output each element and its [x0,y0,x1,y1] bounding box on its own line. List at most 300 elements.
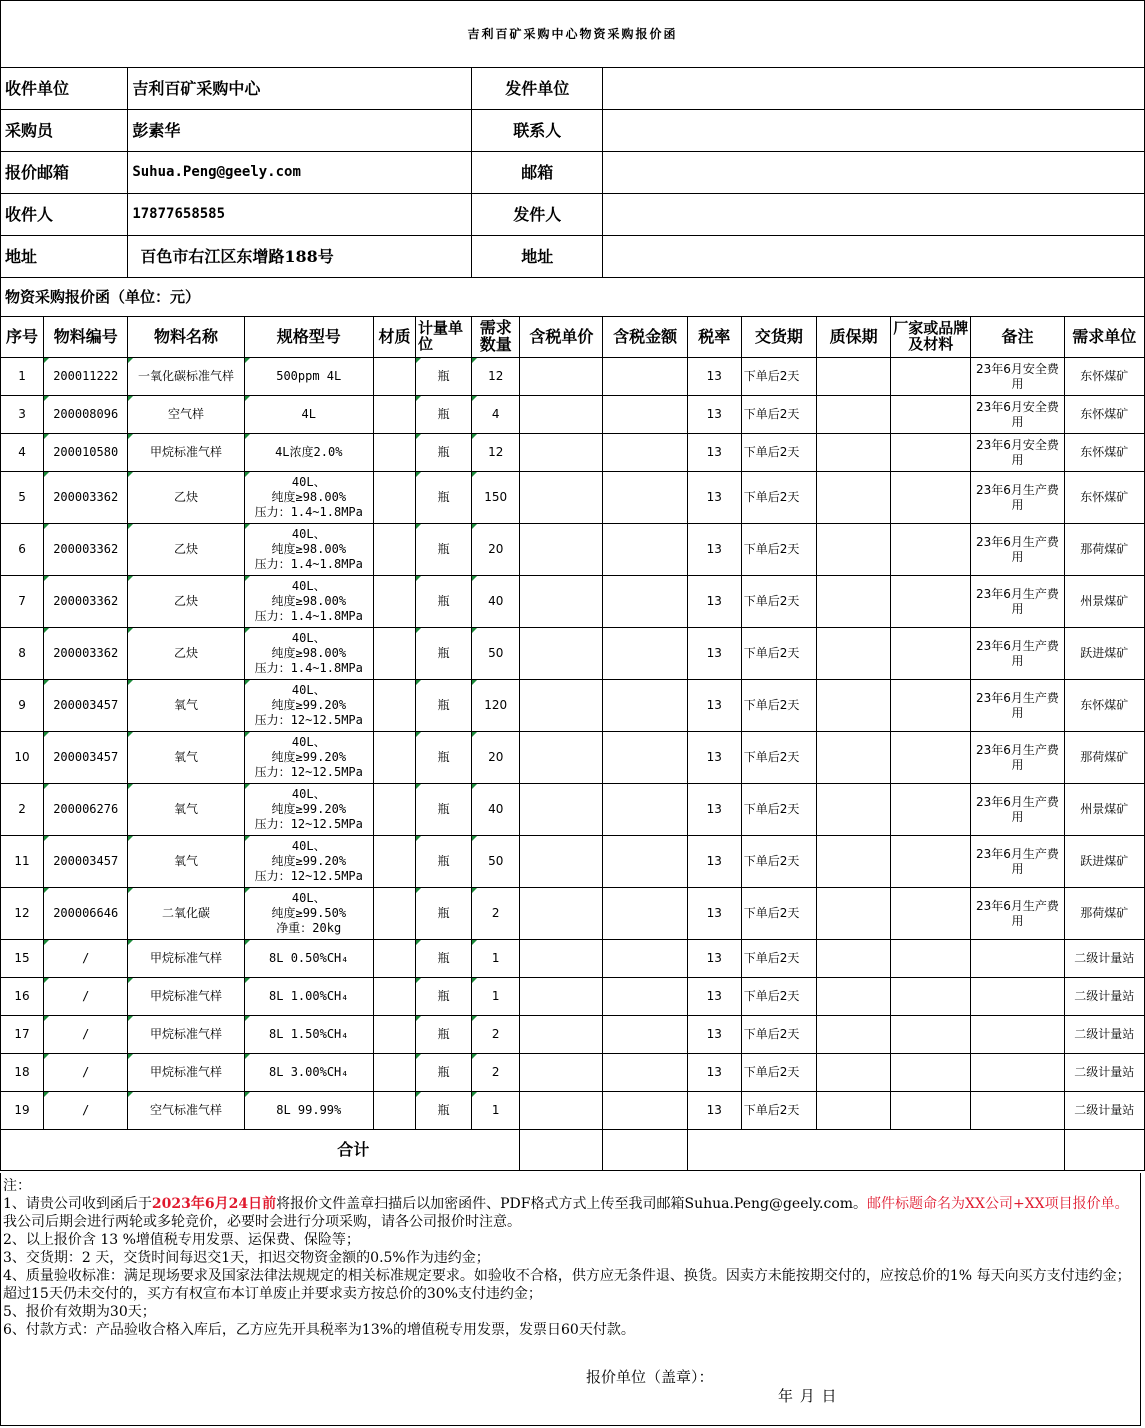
cell-qty: 20 [472,732,520,784]
table-row [1,1054,1145,1092]
spec-line: 纯度≥98.00% [271,594,347,608]
table-row [1,358,1145,396]
total-amount[interactable] [603,1130,687,1171]
cell-note: 23年6月生产费用 [971,784,1064,836]
send-unit-label: 发件单位 [472,68,603,110]
total-label: 合计 [1,1130,520,1171]
spec-line: 纯度≥98.00% [271,646,347,660]
cell-tax-rate: 13 [687,836,741,888]
cell-code: 200011222 [44,358,128,396]
cell-tax-rate: 13 [687,1016,741,1054]
spec-line: 8L 1.00%CH₄ [269,989,349,1003]
cell-unit: 瓶 [416,888,472,940]
cell-code: / [44,1092,128,1130]
notes-block [0,1173,1141,1426]
table-header-row [1,317,1145,358]
cell-qty: 1 [472,1092,520,1130]
spec-line: 纯度≥98.00% [271,542,347,556]
cell-unit: 瓶 [416,358,472,396]
cell-code: 200008096 [44,396,128,434]
cell-unit-price[interactable] [520,576,603,628]
cell-code: / [44,1016,128,1054]
cell-material[interactable] [373,1092,415,1130]
cell-no: 1 [1,358,44,396]
cell-unit-price[interactable] [520,680,603,732]
cell-amount[interactable] [603,680,687,732]
cell-unit: 瓶 [416,524,472,576]
table-row [1,628,1145,680]
cell-material[interactable] [373,940,415,978]
cell-brand[interactable] [891,1054,971,1092]
cell-delivery: 下单后2天 [741,732,816,784]
cell-brand[interactable] [891,358,971,396]
spec-line: 40L、 [291,475,326,489]
cell-dept: 二级计量站 [1064,1092,1144,1130]
cell-warranty[interactable] [816,472,890,524]
cell-name: 甲烷标准气样 [128,978,244,1016]
cell-unit: 瓶 [416,576,472,628]
table-row [1,524,1145,576]
cell-amount[interactable] [603,524,687,576]
cell-spec [244,434,373,472]
cell-note: 23年6月安全费用 [971,396,1064,434]
cell-warranty[interactable] [816,628,890,680]
sender-value[interactable] [603,194,1145,236]
cell-no: 16 [1,978,44,1016]
cell-delivery: 下单后2天 [741,628,816,680]
table-row [1,576,1145,628]
spec-line: 纯度≥99.20% [271,802,347,816]
table-row [1,940,1145,978]
cell-name: 甲烷标准气样 [128,434,244,472]
cell-code: 200003457 [44,680,128,732]
cell-unit-price[interactable] [520,628,603,680]
buyer-value[interactable]: 彭素华 [128,110,472,152]
address-value[interactable]: 百色市右江区东增路188号 [128,236,472,278]
cell-material[interactable] [373,888,415,940]
cell-qty: 2 [472,888,520,940]
cell-note [971,1016,1064,1054]
cell-dept: 二级计量站 [1064,940,1144,978]
cell-material[interactable] [373,732,415,784]
cell-name: 一氧化碳标准气样 [128,358,244,396]
cell-warranty[interactable] [816,434,890,472]
cell-tax-rate: 13 [687,732,741,784]
cell-tax-rate: 13 [687,628,741,680]
spec-line: 纯度≥99.20% [271,698,347,712]
cell-spec [244,732,373,784]
cell-material[interactable] [373,628,415,680]
cell-note: 23年6月生产费用 [971,836,1064,888]
spec-line: 压力：12~12.5MPa [254,869,363,883]
cell-brand[interactable] [891,396,971,434]
cell-no: 18 [1,1054,44,1092]
cell-dept: 那荷煤矿 [1064,524,1144,576]
cell-amount[interactable] [603,978,687,1016]
cell-delivery: 下单后2天 [741,1092,816,1130]
cell-delivery: 下单后2天 [741,472,816,524]
cell-name: 二氧化碳 [128,888,244,940]
cell-spec [244,524,373,576]
cell-delivery: 下单后2天 [741,524,816,576]
cell-brand[interactable] [891,978,971,1016]
table-row [1,888,1145,940]
cell-tax-rate: 13 [687,358,741,396]
cell-no: 12 [1,888,44,940]
cell-unit-price[interactable] [520,1092,603,1130]
cell-warranty[interactable] [816,680,890,732]
cell-name: 乙炔 [128,576,244,628]
cell-delivery: 下单后2天 [741,680,816,732]
cell-warranty[interactable] [816,784,890,836]
cell-code: 200006646 [44,888,128,940]
cell-dept: 那荷煤矿 [1064,732,1144,784]
cell-unit: 瓶 [416,1016,472,1054]
cell-qty: 120 [472,680,520,732]
cell-brand[interactable] [891,472,971,524]
cell-dept: 东怀煤矿 [1064,396,1144,434]
cell-tax-rate: 13 [687,434,741,472]
cell-amount[interactable] [603,472,687,524]
cell-dept: 二级计量站 [1064,1016,1144,1054]
send-unit-value[interactable] [603,68,1145,110]
cell-warranty[interactable] [816,836,890,888]
quote-email-value[interactable]: Suhua.Peng@geely.com [128,152,472,194]
note-1-a: 1、请贵公司收到函后于 [3,1196,152,1212]
spec-line: 40L、 [291,527,326,541]
recv-unit-value[interactable]: 吉利百矿采购中心 [128,68,472,110]
cell-name: 乙炔 [128,628,244,680]
cell-unit: 瓶 [416,1092,472,1130]
cell-name: 乙炔 [128,524,244,576]
cell-material[interactable] [373,1016,415,1054]
cell-brand[interactable] [891,524,971,576]
cell-material[interactable] [373,680,415,732]
cell-brand[interactable] [891,888,971,940]
header-unit: 计量单位 [416,317,472,358]
page-title: 吉利百矿采购中心物资采购报价函 [1,1,1145,68]
table-row [1,784,1145,836]
cell-dept: 跃进煤矿 [1064,628,1144,680]
cell-note: 23年6月生产费用 [971,472,1064,524]
cell-brand[interactable] [891,434,971,472]
cell-no: 9 [1,680,44,732]
cell-code: / [44,940,128,978]
cell-amount[interactable] [603,732,687,784]
sign-date: 年 月 日 [778,1387,838,1405]
cell-code: 200003457 [44,732,128,784]
cell-spec [244,1054,373,1092]
cell-brand[interactable] [891,576,971,628]
cell-amount[interactable] [603,888,687,940]
cell-material[interactable] [373,1054,415,1092]
cell-spec [244,576,373,628]
cell-qty: 1 [472,978,520,1016]
cell-tax-rate: 13 [687,680,741,732]
spec-line: 净重：20kg [276,921,342,935]
cell-spec [244,628,373,680]
contact-label: 联系人 [472,110,603,152]
cell-delivery: 下单后2天 [741,576,816,628]
cell-note: 23年6月生产费用 [971,628,1064,680]
cell-warranty[interactable] [816,978,890,1016]
cell-no: 7 [1,576,44,628]
cell-delivery: 下单后2天 [741,1016,816,1054]
cell-unit: 瓶 [416,434,472,472]
spec-line: 8L 0.50%CH₄ [269,951,349,965]
cell-unit: 瓶 [416,680,472,732]
cell-delivery: 下单后2天 [741,358,816,396]
cell-code: / [44,1054,128,1092]
cell-qty: 2 [472,1016,520,1054]
note-6: 6、付款方式：产品验收合格入库后，乙方应先开具税率为13%的增值税专用发票，发票日60天付款。 [3,1322,635,1338]
cell-code: 200003362 [44,524,128,576]
cell-unit-price[interactable] [520,1016,603,1054]
notes-head: 注： [3,1178,31,1194]
cell-dept: 东怀煤矿 [1064,358,1144,396]
cell-amount[interactable] [603,784,687,836]
cell-no: 6 [1,524,44,576]
cell-name: 乙炔 [128,472,244,524]
cell-unit: 瓶 [416,1054,472,1092]
cell-name: 甲烷标准气样 [128,1054,244,1092]
receiver-label: 收件人 [1,194,128,236]
cell-code: 200003362 [44,576,128,628]
cell-amount[interactable] [603,940,687,978]
header-dept: 需求单位 [1064,317,1144,358]
cell-tax-rate: 13 [687,978,741,1016]
cell-tax-rate: 13 [687,888,741,940]
cell-code: 200006276 [44,784,128,836]
cell-material[interactable] [373,836,415,888]
cell-delivery: 下单后2天 [741,978,816,1016]
cell-unit-price[interactable] [520,836,603,888]
cell-dept: 东怀煤矿 [1064,472,1144,524]
cell-dept: 东怀煤矿 [1064,680,1144,732]
cell-tax-rate: 13 [687,1054,741,1092]
cell-note [971,1054,1064,1092]
cell-unit: 瓶 [416,940,472,978]
note-3: 3、交货期：2 天，交货时间每迟交1天，扣迟交物资金额的0.5%作为违约金； [3,1250,490,1266]
cell-no: 15 [1,940,44,978]
cell-qty: 40 [472,576,520,628]
cell-spec [244,784,373,836]
cell-note [971,1092,1064,1130]
cell-warranty[interactable] [816,732,890,784]
cell-amount[interactable] [603,628,687,680]
cell-name: 氧气 [128,784,244,836]
cell-amount[interactable] [603,1016,687,1054]
cell-unit-price[interactable] [520,732,603,784]
cell-spec [244,680,373,732]
cell-warranty[interactable] [816,1016,890,1054]
header-no: 序号 [1,317,44,358]
cell-spec [244,396,373,434]
header-brand: 厂家或品牌及材料 [891,317,971,358]
cell-warranty[interactable] [816,576,890,628]
table-row [1,836,1145,888]
note-1-e: 我公司后期会进行两轮或多轮竞价，必要时会进行分项采购，请各公司报价时注意。 [3,1214,521,1230]
spec-line: 40L、 [291,891,326,905]
note-5: 5、报价有效期为30天； [3,1304,156,1320]
receiver-value[interactable]: 17877658585 [128,194,472,236]
cell-brand[interactable] [891,1016,971,1054]
cell-tax-rate: 13 [687,940,741,978]
cell-name: 氧气 [128,680,244,732]
spec-line: 8L 1.50%CH₄ [269,1027,349,1041]
cell-unit-price[interactable] [520,940,603,978]
cell-no: 8 [1,628,44,680]
table-row [1,1016,1145,1054]
spec-line: 500ppm 4L [276,369,342,383]
cell-spec [244,978,373,1016]
cell-tax-rate: 13 [687,396,741,434]
spec-line: 8L 99.99% [276,1103,342,1117]
cell-material[interactable] [373,472,415,524]
contact-value[interactable] [603,110,1145,152]
cell-unit: 瓶 [416,784,472,836]
spec-line: 压力：12~12.5MPa [254,713,363,727]
cell-brand[interactable] [891,940,971,978]
cell-unit-price[interactable] [520,1054,603,1092]
cell-spec [244,888,373,940]
cell-note: 23年6月安全费用 [971,358,1064,396]
total-unit-price[interactable] [520,1130,603,1171]
cell-qty: 2 [472,1054,520,1092]
table-row [1,680,1145,732]
cell-unit-price[interactable] [520,784,603,836]
cell-material[interactable] [373,978,415,1016]
cell-no: 10 [1,732,44,784]
cell-amount[interactable] [603,836,687,888]
address2-value[interactable] [603,236,1145,278]
cell-delivery: 下单后2天 [741,940,816,978]
header-tax-rate: 税率 [687,317,741,358]
cell-unit-price[interactable] [520,978,603,1016]
cell-material[interactable] [373,434,415,472]
cell-material[interactable] [373,576,415,628]
cell-material[interactable] [373,358,415,396]
cell-name: 氧气 [128,732,244,784]
cell-name: 空气样 [128,396,244,434]
spec-line: 40L、 [291,839,326,853]
cell-no: 11 [1,836,44,888]
cell-qty: 50 [472,836,520,888]
table-row [1,978,1145,1016]
cell-spec [244,1092,373,1130]
cell-brand[interactable] [891,680,971,732]
spec-line: 压力：1.4~1.8MPa [254,661,363,675]
cell-dept: 二级计量站 [1064,978,1144,1016]
spec-line: 4L浓度2.0% [275,445,343,459]
cell-dept: 州景煤矿 [1064,576,1144,628]
spec-line: 40L、 [291,631,326,645]
spec-line: 压力：1.4~1.8MPa [254,505,363,519]
cell-amount[interactable] [603,1054,687,1092]
cell-name: 甲烷标准气样 [128,940,244,978]
note-1-subject-rule: 邮件标题命名为XX公司+XX项目报价单。 [867,1196,1129,1212]
cell-delivery: 下单后2天 [741,1054,816,1092]
cell-unit: 瓶 [416,628,472,680]
cell-brand[interactable] [891,732,971,784]
cell-material[interactable] [373,784,415,836]
note-1 [3,1195,1138,1231]
cell-delivery: 下单后2天 [741,434,816,472]
cell-no: 2 [1,784,44,836]
header-spec: 规格型号 [244,317,373,358]
cell-qty: 4 [472,396,520,434]
cell-brand[interactable] [891,628,971,680]
cell-warranty[interactable] [816,1092,890,1130]
cell-amount[interactable] [603,358,687,396]
cell-qty: 20 [472,524,520,576]
cell-qty: 12 [472,358,520,396]
cell-brand[interactable] [891,784,971,836]
cell-unit-price[interactable] [520,472,603,524]
quote-email-label: 报价邮箱 [1,152,128,194]
cell-material[interactable] [373,524,415,576]
total-spacer [687,1130,1064,1171]
cell-amount[interactable] [603,396,687,434]
cell-amount[interactable] [603,576,687,628]
cell-amount[interactable] [603,1092,687,1130]
cell-spec [244,1016,373,1054]
cell-brand[interactable] [891,1092,971,1130]
cell-unit-price[interactable] [520,524,603,576]
spec-line: 8L 3.00%CH₄ [269,1065,349,1079]
cell-unit-price[interactable] [520,396,603,434]
cell-tax-rate: 13 [687,524,741,576]
cell-code: 200003362 [44,472,128,524]
cell-material[interactable] [373,396,415,434]
cell-code: / [44,978,128,1016]
table-row [1,434,1145,472]
cell-warranty[interactable] [816,888,890,940]
note-1-c: 将报价文件盖章扫描后以加密函件、PDF格式方式上传至我司邮箱Suhua.Peng@geely.com。 [276,1196,868,1212]
cell-brand[interactable] [891,836,971,888]
cell-unit-price[interactable] [520,888,603,940]
cell-no: 4 [1,434,44,472]
cell-code: 200010580 [44,434,128,472]
email-value[interactable] [603,152,1145,194]
cell-note: 23年6月生产费用 [971,732,1064,784]
header-note: 备注 [971,317,1064,358]
cell-qty: 40 [472,784,520,836]
email-label: 邮箱 [472,152,603,194]
cell-qty: 1 [472,940,520,978]
cell-dept: 二级计量站 [1064,1054,1144,1092]
cell-warranty[interactable] [816,1054,890,1092]
spec-line: 40L、 [291,735,326,749]
spec-line: 纯度≥99.20% [271,750,347,764]
recv-unit-label: 收件单位 [1,68,128,110]
cell-amount[interactable] [603,434,687,472]
cell-code: 200003457 [44,836,128,888]
cell-qty: 50 [472,628,520,680]
cell-warranty[interactable] [816,940,890,978]
cell-unit-price[interactable] [520,358,603,396]
cell-warranty[interactable] [816,396,890,434]
spec-line: 40L、 [291,683,326,697]
cell-warranty[interactable] [816,524,890,576]
spec-line: 压力：12~12.5MPa [254,765,363,779]
sign-label: 报价单位（盖章）： [586,1368,714,1386]
cell-warranty[interactable] [816,358,890,396]
cell-unit-price[interactable] [520,434,603,472]
cell-delivery: 下单后2天 [741,888,816,940]
cell-unit: 瓶 [416,836,472,888]
cell-tax-rate: 13 [687,1092,741,1130]
